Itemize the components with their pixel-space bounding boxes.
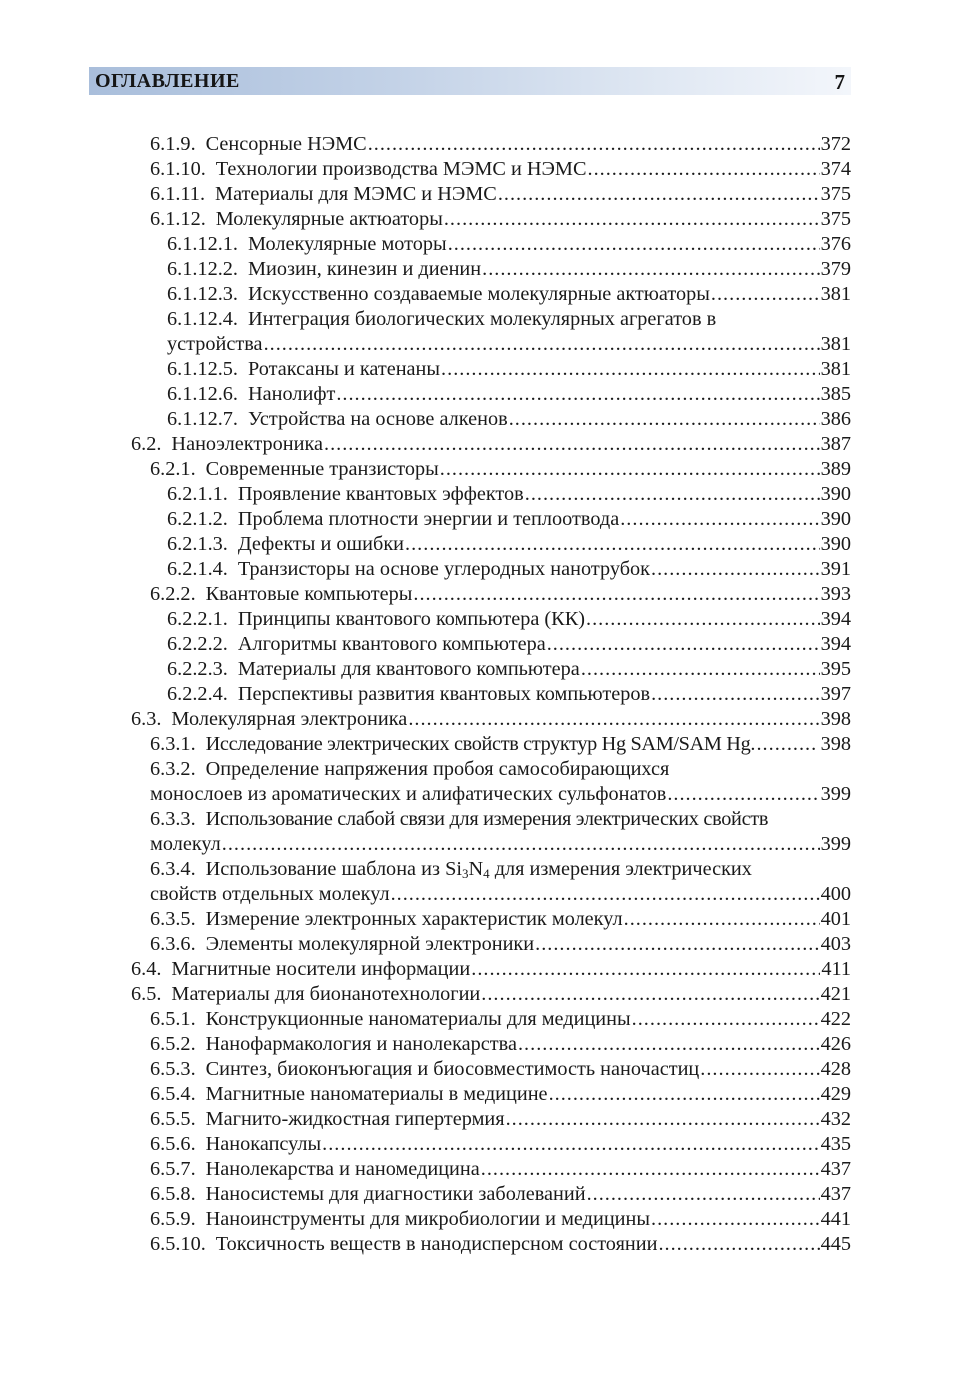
toc-number: 6.3. bbox=[131, 708, 162, 730]
toc-leader-dots bbox=[408, 707, 819, 732]
toc-entry bbox=[167, 607, 851, 632]
toc-page: 375 bbox=[820, 208, 851, 230]
toc-page: 437 bbox=[820, 1158, 851, 1180]
toc-title: Квантовые компьютеры bbox=[205, 583, 413, 605]
toc-leader-dots bbox=[509, 407, 820, 432]
toc-number: 6.5.6. bbox=[150, 1133, 196, 1155]
toc-number: 6.1.9. bbox=[150, 133, 196, 155]
toc-entry bbox=[150, 1132, 851, 1157]
page-header bbox=[89, 67, 851, 95]
toc-page: 391 bbox=[820, 558, 851, 580]
toc-entry bbox=[131, 957, 851, 982]
toc-title: Молекулярные актюаторы bbox=[215, 208, 443, 230]
toc-page: 441 bbox=[820, 1208, 851, 1230]
toc-title: Сенсорные НЭМС bbox=[205, 133, 367, 155]
toc-page: 401 bbox=[820, 908, 851, 930]
toc-number: 6.3.1. bbox=[150, 733, 196, 755]
toc-title: Современные транзисторы bbox=[205, 458, 439, 480]
toc-page: 422 bbox=[820, 1008, 851, 1030]
toc-title: Магнито-жидкостная гипертермия bbox=[205, 1108, 505, 1130]
toc-number: 6.1.12.7. bbox=[167, 408, 238, 430]
toc-entry bbox=[150, 1007, 851, 1032]
header-title: ОГЛАВЛЕНИЕ bbox=[95, 70, 240, 92]
toc-number: 6.5.4. bbox=[150, 1083, 196, 1105]
toc-entry bbox=[167, 632, 851, 657]
toc-entry bbox=[167, 307, 851, 357]
toc-leader-dots bbox=[518, 1032, 820, 1057]
toc-number: 6.3.6. bbox=[150, 933, 196, 955]
toc-leader-dots bbox=[588, 157, 820, 182]
toc-title: Определение напряжения пробоя самособирающихся bbox=[205, 758, 670, 780]
toc-leader-dots bbox=[667, 782, 819, 807]
toc-number: 6.5.10. bbox=[150, 1233, 206, 1255]
toc-title: Материалы для квантового компьютера bbox=[237, 658, 580, 680]
toc-title: Дефекты и ошибки bbox=[237, 533, 405, 555]
toc-title: Токсичность веществ в нанодисперсном состоянии bbox=[215, 1233, 658, 1255]
toc-number: 6.2.2.2. bbox=[167, 633, 228, 655]
toc-title: Алгоритмы квантового компьютера bbox=[237, 633, 546, 655]
toc-leader-dots bbox=[413, 582, 819, 607]
toc-page: 376 bbox=[820, 233, 851, 255]
toc-leader-dots bbox=[482, 257, 819, 282]
toc-number: 6.1.12. bbox=[150, 208, 206, 230]
toc-title: свойств отдельных молекул bbox=[150, 883, 390, 905]
toc-number: 6.1.12.6. bbox=[167, 383, 238, 405]
toc-leader-dots bbox=[444, 207, 820, 232]
toc-page: 372 bbox=[820, 133, 851, 155]
toc-entry bbox=[167, 232, 851, 257]
toc-leader-dots bbox=[441, 357, 820, 382]
toc-entry bbox=[131, 982, 851, 1007]
toc-leader-dots bbox=[700, 1057, 819, 1082]
toc-leader-dots bbox=[324, 432, 820, 457]
toc-leader-dots bbox=[506, 1107, 820, 1132]
toc-entry bbox=[150, 1157, 851, 1182]
toc-title: устройства bbox=[167, 333, 263, 355]
toc-page: 393 bbox=[820, 583, 851, 605]
toc-number: 6.4. bbox=[131, 958, 162, 980]
toc-entry bbox=[150, 182, 851, 207]
toc-page: 399 bbox=[820, 833, 851, 855]
toc-page: 381 bbox=[820, 358, 851, 380]
toc-page: 399 bbox=[820, 783, 851, 805]
toc-page: 437 bbox=[820, 1183, 851, 1205]
toc-number: 6.5.1. bbox=[150, 1008, 196, 1030]
toc-number: 6.5.2. bbox=[150, 1033, 196, 1055]
toc-title: Материалы для МЭМС и НЭМС bbox=[215, 183, 497, 205]
toc-page: 389 bbox=[820, 458, 851, 480]
toc-entry bbox=[150, 1082, 851, 1107]
toc-title: Нанофармакология и нанолекарства bbox=[205, 1033, 517, 1055]
toc-page: 394 bbox=[820, 633, 851, 655]
toc-leader-dots bbox=[632, 1007, 820, 1032]
toc-page: 374 bbox=[820, 158, 851, 180]
toc-leader-dots bbox=[481, 982, 819, 1007]
toc-number: 6.2.2.3. bbox=[167, 658, 228, 680]
toc-entry bbox=[167, 657, 851, 682]
toc-leader-dots bbox=[620, 507, 819, 532]
toc-number: 6.1.12.2. bbox=[167, 258, 238, 280]
toc-entry bbox=[131, 707, 851, 732]
toc-entry bbox=[150, 1232, 851, 1257]
toc-entry bbox=[150, 857, 851, 907]
toc-leader-dots bbox=[222, 832, 820, 857]
toc-page: 390 bbox=[820, 483, 851, 505]
toc-page: 403 bbox=[820, 933, 851, 955]
toc-title: Использование шаблона из $Si_3N_4$ для измерения электрических bbox=[205, 858, 752, 881]
toc-title: Материалы для бионанотехнологии bbox=[171, 983, 481, 1005]
toc-title: Наноинструменты для микробиологии и медицины bbox=[205, 1208, 651, 1230]
toc-number: 6.1.12.5. bbox=[167, 358, 238, 380]
toc-title: Проблема плотности энергии и теплоотвода bbox=[237, 508, 620, 530]
toc-title: Нанолифт bbox=[247, 383, 336, 405]
toc-page: 398 bbox=[820, 708, 851, 730]
toc-entry bbox=[131, 432, 851, 457]
toc-leader-dots bbox=[658, 1232, 819, 1257]
toc-number: 6.1.12.4. bbox=[167, 308, 238, 330]
toc-number: 6.2.1.3. bbox=[167, 533, 228, 555]
toc-page: 428 bbox=[820, 1058, 851, 1080]
toc-title: Устройства на основе алкенов bbox=[247, 408, 508, 430]
toc-page: 381 bbox=[820, 283, 851, 305]
toc-number: 6.3.3. bbox=[150, 808, 196, 830]
toc-title: Миозин, кинезин и диенин bbox=[247, 258, 482, 280]
toc-leader-dots bbox=[581, 657, 820, 682]
toc-leader-dots bbox=[535, 932, 819, 957]
toc-entry bbox=[150, 132, 851, 157]
toc-title: Наносистемы для диагностики заболеваний bbox=[205, 1183, 586, 1205]
page-number: 7 bbox=[834, 70, 845, 94]
toc-entry bbox=[167, 482, 851, 507]
toc-leader-dots bbox=[498, 182, 820, 207]
toc-entry bbox=[150, 907, 851, 932]
toc-leader-dots bbox=[549, 1082, 820, 1107]
toc-number: 6.5.7. bbox=[150, 1158, 196, 1180]
toc-page: 435 bbox=[820, 1133, 851, 1155]
toc-number: 6.2.1.4. bbox=[167, 558, 228, 580]
toc-leader-dots bbox=[440, 457, 820, 482]
toc-entry bbox=[150, 757, 851, 807]
toc-entry bbox=[150, 207, 851, 232]
toc-number: 6.2.2.1. bbox=[167, 608, 228, 630]
toc-title: монослоев из ароматических и алифатических сульфонатов bbox=[150, 783, 667, 805]
toc-title: Использование слабой связи для измерения электрических свойств bbox=[205, 808, 769, 830]
toc-leader-dots bbox=[525, 482, 820, 507]
toc-entry bbox=[167, 282, 851, 307]
toc-entry bbox=[150, 582, 851, 607]
toc-leader-dots bbox=[368, 132, 820, 157]
toc-number: 6.2.2.4. bbox=[167, 683, 228, 705]
toc-title: Интеграция биологических молекулярных агрегатов в bbox=[247, 308, 717, 330]
toc-title: Перспективы развития квантовых компьютеров bbox=[237, 683, 651, 705]
toc-page: 400 bbox=[820, 883, 851, 905]
toc-entry bbox=[150, 807, 851, 857]
toc-leader-dots bbox=[336, 382, 819, 407]
toc-entry bbox=[167, 407, 851, 432]
toc-entry bbox=[167, 382, 851, 407]
toc-title: Магнитные носители информации bbox=[171, 958, 471, 980]
toc-title: Принципы квантового компьютера (КК) bbox=[237, 608, 585, 630]
toc-entry bbox=[150, 1182, 851, 1207]
toc-page: 381 bbox=[820, 333, 851, 355]
toc-number: 6.2.1. bbox=[150, 458, 196, 480]
toc-number: 6.1.12.1. bbox=[167, 233, 238, 255]
toc-page: 390 bbox=[820, 533, 851, 555]
toc-number: 6.5. bbox=[131, 983, 162, 1005]
toc-title: Молекулярная электроника bbox=[171, 708, 408, 730]
toc-leader-dots bbox=[405, 532, 820, 557]
toc-page: 385 bbox=[820, 383, 851, 405]
toc-title: Исследование электрических свойств структур Hg SAM/SAM Hg bbox=[205, 733, 751, 755]
toc-title: Искусственно создаваемые молекулярные актюаторы bbox=[247, 283, 710, 305]
toc-title: Измерение электронных характеристик молекул bbox=[205, 908, 623, 930]
toc-page: 379 bbox=[820, 258, 851, 280]
toc-title: молекул bbox=[150, 833, 221, 855]
toc-number: 6.2.1.2. bbox=[167, 508, 228, 530]
toc-page: 375 bbox=[820, 183, 851, 205]
toc-entry bbox=[150, 1207, 851, 1232]
toc-number: 6.5.9. bbox=[150, 1208, 196, 1230]
toc-number: 6.1.11. bbox=[150, 183, 206, 205]
toc-title: Молекулярные моторы bbox=[247, 233, 447, 255]
toc-title: Магнитные наноматериалы в медицине bbox=[205, 1083, 548, 1105]
toc-number: 6.3.4. bbox=[150, 858, 196, 880]
toc-title: Нанолекарства и наномедицина bbox=[205, 1158, 480, 1180]
toc-leader-dots bbox=[750, 732, 816, 757]
toc-page: 397 bbox=[820, 683, 851, 705]
toc-leader-dots bbox=[711, 282, 820, 307]
toc-title: Ротаксаны и катенаны bbox=[247, 358, 441, 380]
toc-title: Наноэлектроника bbox=[171, 433, 324, 455]
toc-title: Элементы молекулярной электроники bbox=[205, 933, 535, 955]
toc-page: 387 bbox=[820, 433, 851, 455]
toc-number: 6.2. bbox=[131, 433, 162, 455]
toc-entry bbox=[167, 532, 851, 557]
toc-leader-dots bbox=[651, 682, 820, 707]
toc-entry bbox=[167, 682, 851, 707]
toc-entry bbox=[150, 157, 851, 182]
toc-title: Конструкционные наноматериалы для медицины bbox=[205, 1008, 631, 1030]
toc-title: Нанокапсулы bbox=[205, 1133, 322, 1155]
toc-entry bbox=[167, 557, 851, 582]
toc-title: Транзисторы на основе углеродных нанотрубок bbox=[237, 558, 651, 580]
toc-entry bbox=[167, 257, 851, 282]
toc-page: 394 bbox=[820, 608, 851, 630]
toc-number: 6.2.1.1. bbox=[167, 483, 228, 505]
toc-leader-dots bbox=[586, 607, 820, 632]
toc-leader-dots bbox=[651, 557, 820, 582]
toc-leader-dots bbox=[448, 232, 820, 257]
toc-leader-dots bbox=[391, 882, 820, 907]
toc-entry bbox=[150, 932, 851, 957]
toc-page: 432 bbox=[820, 1108, 851, 1130]
toc-entry bbox=[150, 1032, 851, 1057]
toc-page: 411 bbox=[821, 958, 851, 980]
toc-page: 445 bbox=[820, 1233, 851, 1255]
toc-page: 398 bbox=[820, 733, 851, 755]
toc-leader-dots bbox=[322, 1132, 819, 1157]
toc-page: 429 bbox=[820, 1083, 851, 1105]
toc-leader-dots bbox=[624, 907, 820, 932]
toc-page: 395 bbox=[820, 658, 851, 680]
toc-leader-dots bbox=[481, 1157, 820, 1182]
toc-leader-dots bbox=[264, 332, 820, 357]
toc-title: Синтез, биоконъюгация и биосовместимость наночастиц bbox=[205, 1058, 700, 1080]
toc-title: Технологии производства МЭМС и НЭМС bbox=[215, 158, 587, 180]
toc-number: 6.5.5. bbox=[150, 1108, 196, 1130]
toc-title: Проявление квантовых эффектов bbox=[237, 483, 524, 505]
toc-number: 6.2.2. bbox=[150, 583, 196, 605]
toc-leader-dots bbox=[587, 1182, 820, 1207]
toc-page: 421 bbox=[820, 983, 851, 1005]
toc-entry bbox=[150, 1057, 851, 1082]
toc-number: 6.3.5. bbox=[150, 908, 196, 930]
toc-number: 6.1.10. bbox=[150, 158, 206, 180]
toc-leader-dots bbox=[547, 632, 820, 657]
toc-entry bbox=[150, 732, 851, 757]
toc-entry bbox=[167, 357, 851, 382]
toc-page: 386 bbox=[820, 408, 851, 430]
toc-number: 6.5.3. bbox=[150, 1058, 196, 1080]
toc-number: 6.1.12.3. bbox=[167, 283, 238, 305]
toc-entry bbox=[150, 1107, 851, 1132]
toc-number: 6.3.2. bbox=[150, 758, 196, 780]
toc-entry bbox=[150, 457, 851, 482]
toc-page: 426 bbox=[820, 1033, 851, 1055]
toc-entry bbox=[167, 507, 851, 532]
toc-page: 390 bbox=[820, 508, 851, 530]
toc-leader-dots bbox=[651, 1207, 820, 1232]
toc-leader-dots bbox=[471, 957, 820, 982]
toc-number: 6.5.8. bbox=[150, 1183, 196, 1205]
